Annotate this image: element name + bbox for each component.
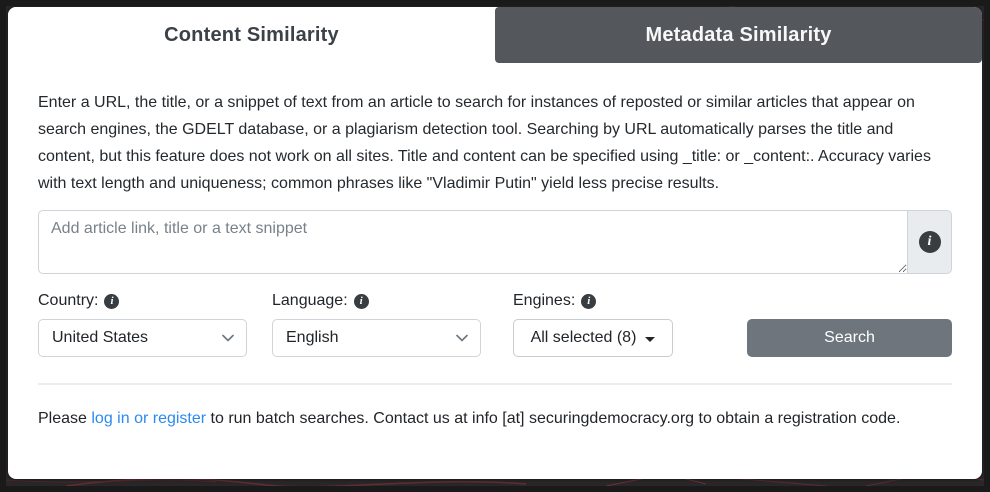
filters-row — [38, 292, 952, 357]
country-select-value: United States — [52, 329, 149, 346]
login-register-link[interactable]: log in or register — [91, 410, 207, 427]
search-panel — [8, 7, 982, 479]
language-select[interactable] — [272, 319, 481, 357]
registration-note — [38, 405, 952, 432]
country-info-icon[interactable]: i — [104, 294, 119, 309]
article-input[interactable] — [38, 210, 908, 274]
registration-note-suffix: to run batch searches. Contact us at info [at] securingdemocracy.org to obtain a registration code. — [206, 410, 901, 427]
chevron-down-icon — [456, 334, 468, 342]
country-field — [38, 292, 247, 357]
language-select-value: English — [286, 329, 339, 346]
engines-dropdown[interactable] — [513, 319, 673, 357]
input-info-addon[interactable] — [908, 210, 952, 274]
engines-dropdown-value: All selected (8) — [530, 329, 637, 346]
caret-down-icon — [645, 337, 655, 342]
language-info-icon[interactable]: i — [354, 294, 369, 309]
country-select[interactable] — [38, 319, 247, 357]
engines-info-icon[interactable]: i — [581, 294, 596, 309]
divider — [38, 383, 952, 385]
country-label — [38, 292, 247, 310]
engines-field — [513, 292, 673, 357]
language-label — [272, 292, 481, 310]
tab-content-similarity[interactable]: Content Similarity — [8, 7, 495, 63]
article-input-group — [38, 210, 952, 274]
tab-bar — [8, 7, 982, 63]
info-icon: i — [919, 231, 941, 253]
language-field — [272, 292, 481, 357]
registration-note-prefix: Please — [38, 410, 92, 427]
search-button[interactable]: Search — [747, 319, 952, 357]
country-label-text: Country: — [38, 292, 99, 309]
engines-label — [513, 292, 673, 310]
engines-label-text: Engines: — [513, 292, 576, 309]
panel-body — [8, 63, 982, 479]
chevron-down-icon — [222, 334, 234, 342]
tab-metadata-similarity[interactable]: Metadata Similarity — [495, 7, 982, 63]
language-label-text: Language: — [272, 292, 348, 309]
instructions-text: Enter a URL, the title, or a snippet of text from an article to search for instances of reposted or similar articles that appear on search engines, the GDELT database, or a plagiarism detection tool. Searching by URL automatically parses the title and content, but this feature does not work on all sites. Title and content can be specified using _title: or _content:. Accuracy varies with text length and uniqueness; common phrases like "Vladimir Putin" yield less precise results. — [38, 94, 931, 192]
